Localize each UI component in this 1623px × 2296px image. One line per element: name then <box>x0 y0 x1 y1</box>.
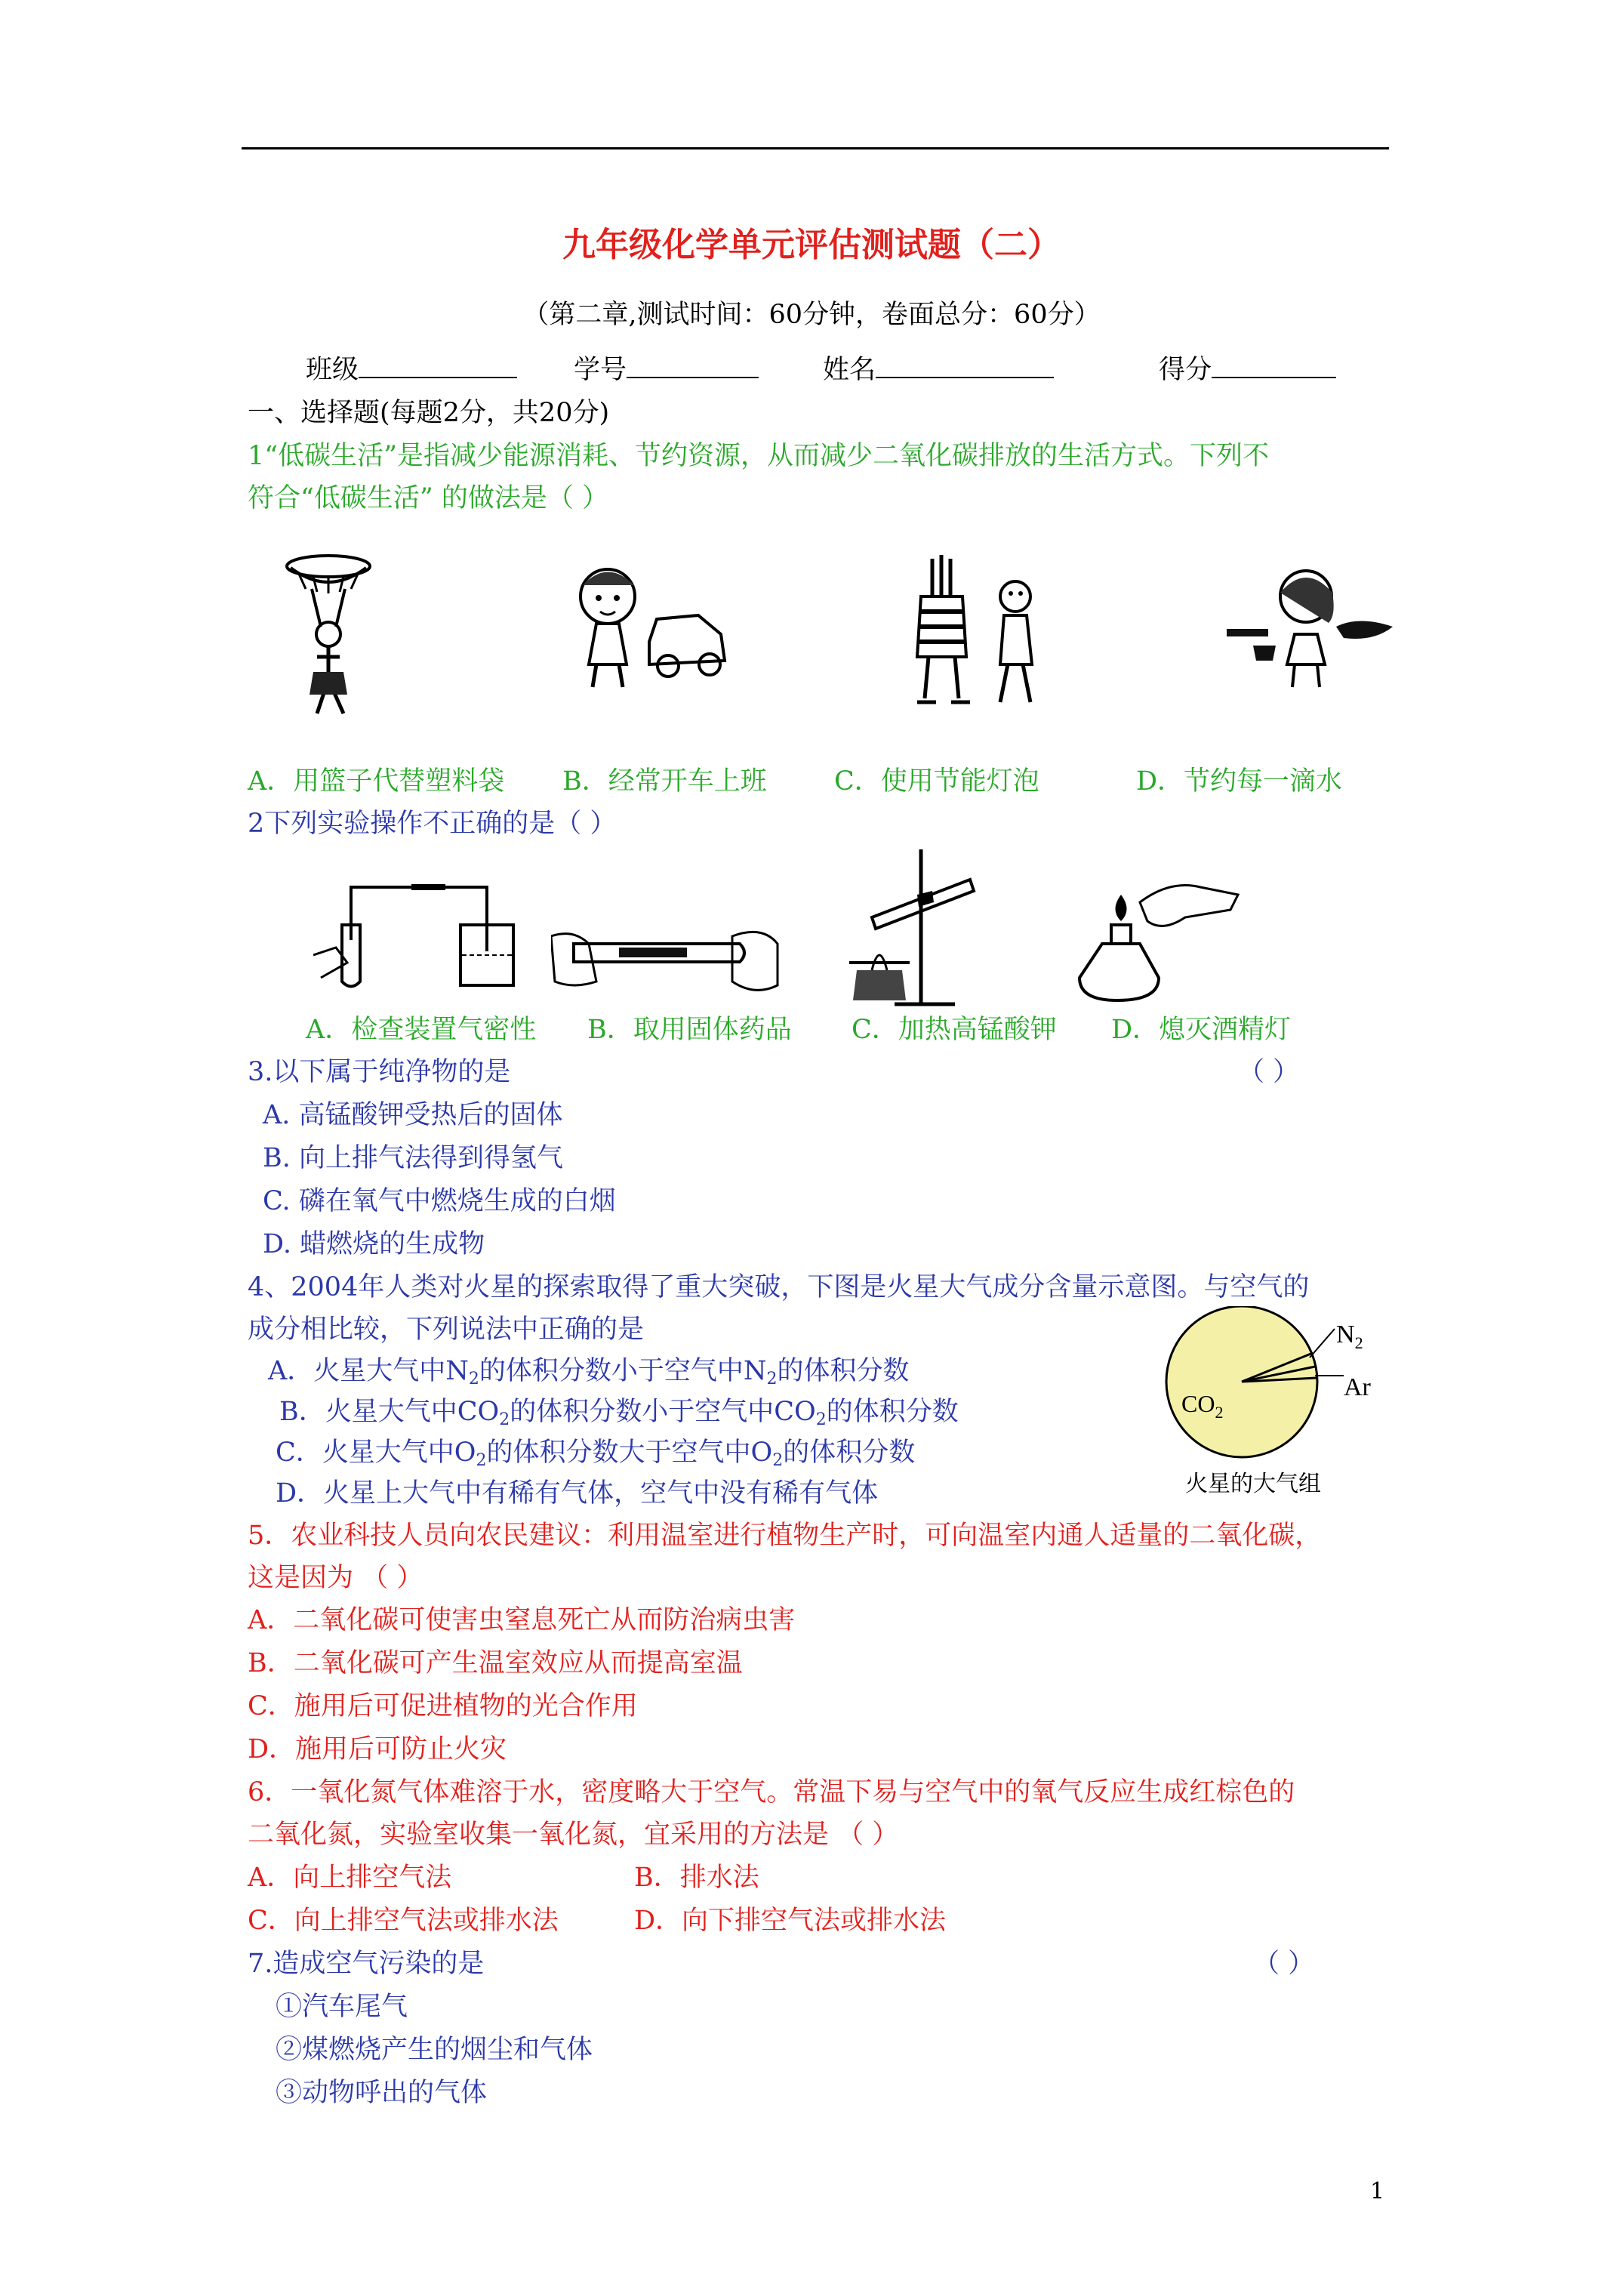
field-name[interactable] <box>823 353 1054 387</box>
solid-reagent-illustration <box>551 914 785 1004</box>
field-number-label: 学号 <box>574 355 627 385</box>
q7-item-1: ①汽车尾气 <box>276 1992 408 2022</box>
field-score-label: 得分 <box>1159 355 1212 385</box>
q1-line2: 符合“低碳生活” 的做法是（ ） <box>248 483 609 513</box>
q3-option-c[interactable]: C. 磷在氧气中燃烧生成的白烟 <box>263 1186 616 1216</box>
field-class[interactable] <box>306 353 517 387</box>
q4-option-b[interactable]: B．火星大气中$CO_2$的体积分数小于空气中$CO_2$的体积分数 <box>279 1397 959 1429</box>
q2-option-c[interactable]: C．加热高锰酸钾 <box>852 1015 1057 1045</box>
n2-label: $N_2$ <box>1336 1321 1363 1352</box>
ar-label: Ar <box>1344 1373 1371 1401</box>
q3-option-a[interactable]: A. 高锰酸钾受热后的固体 <box>263 1100 563 1130</box>
n2-leader-line <box>1310 1329 1335 1358</box>
energy-saving-bulb-illustration <box>902 551 1053 710</box>
section-heading: 一、选择题(每题2分，共20分) <box>248 398 610 428</box>
q3-option-d[interactable]: D. 蜡燃烧的生成物 <box>263 1229 485 1259</box>
q6-option-b[interactable]: B．排水法 <box>634 1863 759 1893</box>
q1-option-d[interactable]: D．节约每一滴水 <box>1136 766 1343 797</box>
q5-option-a[interactable]: A．二氧化碳可使害虫窒息死亡从而防治病虫害 <box>248 1605 796 1635</box>
q1-option-a[interactable]: A．用篮子代替塑料袋 <box>248 766 505 797</box>
q7-item-2: ②煤燃烧产生的烟尘和气体 <box>276 2035 593 2065</box>
extinguish-alcohol-lamp-illustration <box>1064 880 1246 1008</box>
field-class-blank[interactable] <box>359 354 517 378</box>
q5-line2: 这是因为 （ ） <box>248 1563 423 1593</box>
q4-option-a[interactable]: A．火星大气中$N_2$的体积分数小于空气中$N_2$的体积分数 <box>268 1356 910 1388</box>
header-rule <box>242 147 1389 149</box>
water-saving-illustration <box>1223 562 1397 691</box>
q4-option-d[interactable]: D．火星上大气中有稀有气体，空气中没有稀有气体 <box>276 1478 879 1509</box>
q3-stem: 3.以下属于纯净物的是 <box>248 1057 511 1087</box>
field-score[interactable] <box>1159 353 1336 387</box>
q2-option-d[interactable]: D．熄灭酒精灯 <box>1111 1015 1292 1045</box>
q6-line2: 二氧化氮，实验室收集一氧化氮，宜采用的方法是 （ ） <box>248 1820 899 1850</box>
q5-option-d[interactable]: D．施用后可防止火灾 <box>248 1734 507 1764</box>
field-number-blank[interactable] <box>627 354 759 378</box>
field-name-label: 姓名 <box>823 355 876 385</box>
q2-option-a[interactable]: A．检查装置气密性 <box>306 1015 537 1045</box>
q3-option-b[interactable]: B. 向上排气法得到得氢气 <box>263 1143 563 1173</box>
q7-item-3: ③动物呼出的气体 <box>276 2078 488 2108</box>
q3-answer-blank[interactable]: （ ） <box>1238 1057 1300 1087</box>
field-class-label: 班级 <box>306 355 359 385</box>
q6-option-d[interactable]: D．向下排空气法或排水法 <box>634 1906 947 1936</box>
q4-line2: 成分相比较，下列说法中正确的是 <box>248 1314 645 1345</box>
co2-label: $CO_2$ <box>1181 1390 1224 1422</box>
page-title: 九年级化学单元评估测试题（二） <box>562 226 1061 264</box>
q6-option-a[interactable]: A．向上排空气法 <box>248 1863 452 1893</box>
airtightness-check-illustration <box>313 880 540 993</box>
page-subtitle: （第二章,测试时间：60分钟，卷面总分：60分） <box>522 300 1101 330</box>
q1-option-c[interactable]: C．使用节能灯泡 <box>834 766 1039 797</box>
q7-stem: 7.造成空气污染的是 <box>248 1949 485 1979</box>
q6-line1: 6．一氧化氮气体难溶于水，密度略大于空气。常温下易与空气中的氧气反应生成红棕色的 <box>248 1777 1295 1808</box>
q1-option-b[interactable]: B．经常开车上班 <box>562 766 767 797</box>
mars-atmosphere-pie <box>1155 1306 1397 1480</box>
car-illustration <box>566 551 732 695</box>
q2-option-b[interactable]: B．取用固体药品 <box>587 1015 792 1045</box>
field-number[interactable] <box>574 353 759 387</box>
heating-potassium-permanganate-illustration <box>834 849 985 1008</box>
q4-line1: 4、2004年人类对火星的探索取得了重大突破，下图是火星大气成分含量示意图。与空气的 <box>248 1272 1310 1302</box>
basket-illustration <box>276 544 381 717</box>
pie-caption: 火星的大气组 <box>1185 1471 1321 1497</box>
page-number: 1 <box>1370 2178 1385 2205</box>
q6-option-c[interactable]: C．向上排空气法或排水法 <box>248 1906 559 1936</box>
q5-line1: 5．农业科技人员向农民建议：利用温室进行植物生产时，可向温室内通人适量的二氧化碳， <box>248 1521 1322 1551</box>
q1-line1: 1“低碳生活”是指减少能源消耗、节约资源，从而减少二氧化碳排放的生活方式。下列不 <box>248 441 1270 471</box>
q4-option-c[interactable]: C．火星大气中$O_2$的体积分数大于空气中$O_2$的体积分数 <box>276 1438 916 1470</box>
q5-option-c[interactable]: C．施用后可促进植物的光合作用 <box>248 1691 638 1721</box>
field-name-blank[interactable] <box>876 354 1054 378</box>
field-score-blank[interactable] <box>1212 354 1336 378</box>
q5-option-b[interactable]: B．二氧化碳可产生温室效应从而提高室温 <box>248 1648 743 1678</box>
q7-answer-blank[interactable]: （ ） <box>1253 1949 1315 1979</box>
q2-stem: 2下列实验操作不正确的是（ ） <box>248 809 617 839</box>
